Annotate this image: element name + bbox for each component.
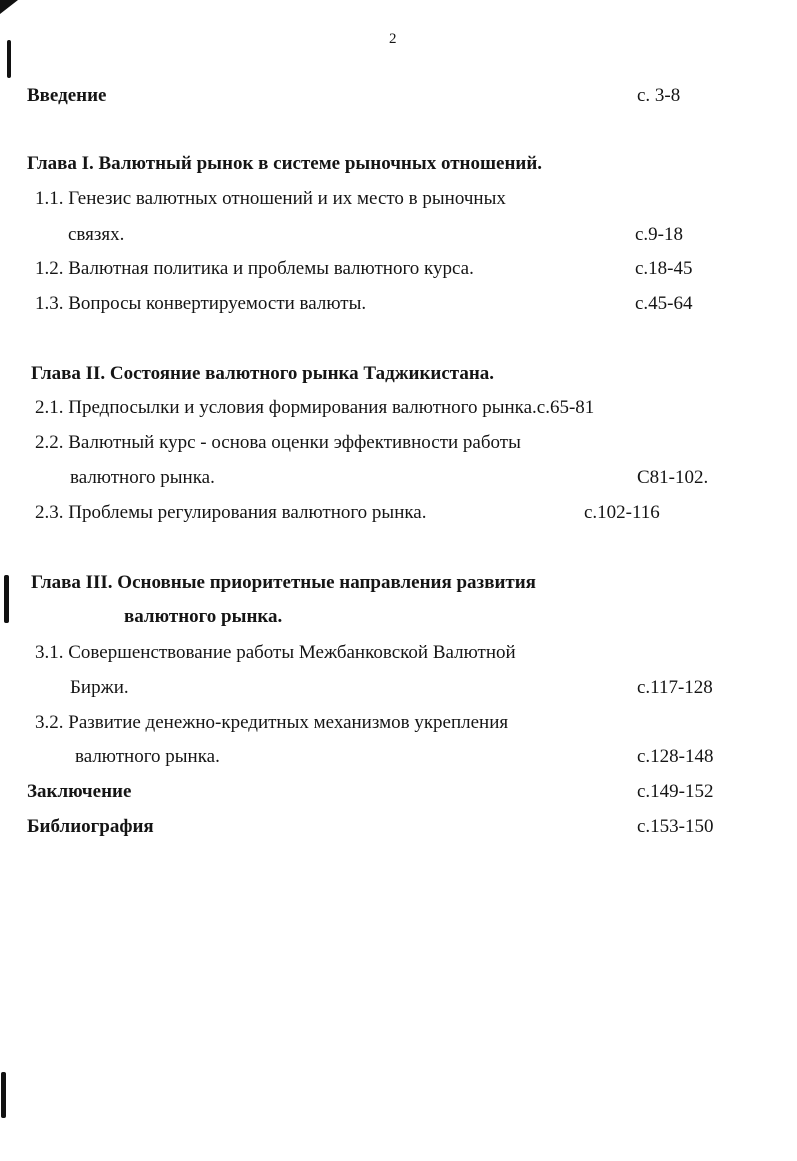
toc-bibliography-label: Библиография (27, 816, 154, 837)
toc-item-2-1: 2.1. Предпосылки и условия формирования валютного рынка.с.65-81 (35, 397, 595, 418)
toc-introduction-label: Введение (27, 85, 107, 106)
scan-edge-mark-middle (4, 575, 9, 623)
chapter-2-title: Глава II. Состояние валютного рынка Таджикистана. (31, 363, 495, 384)
toc-bibliography-pages: с.153-150 (637, 816, 714, 837)
scan-corner-mark (0, 0, 18, 14)
toc-item-3-1: 3.1. Совершенствование работы Межбанковской Валютной (35, 642, 516, 663)
toc-item-3-1-continuation: Биржи. (70, 677, 129, 698)
toc-item-2-2-pages: С81-102. (637, 467, 709, 488)
toc-item-3-1-pages: с.117-128 (637, 677, 713, 698)
toc-item-1-2: 1.2. Валютная политика и проблемы валютного курса. (35, 258, 474, 279)
page-number: 2 (389, 31, 397, 47)
scan-edge-mark-bottom (1, 1072, 6, 1118)
toc-item-2-3: 2.3. Проблемы регулирования валютного рынка. (35, 502, 427, 523)
toc-item-1-1-continuation: связях. (68, 224, 125, 245)
toc-item-2-3-pages: с.102-116 (584, 502, 660, 523)
toc-conclusion-label: Заключение (27, 781, 132, 802)
toc-item-2-2: 2.2. Валютный курс - основа оценки эффективности работы (35, 432, 521, 453)
scan-edge-mark-top (7, 40, 11, 78)
toc-item-1-3-pages: с.45-64 (635, 293, 693, 314)
toc-item-3-2: 3.2. Развитие денежно-кредитных механизмов укрепления (35, 712, 509, 733)
chapter-3-title-continuation: валютного рынка. (124, 606, 283, 627)
chapter-1-title: Глава I. Валютный рынок в системе рыночных отношений. (27, 153, 543, 174)
toc-item-2-2-continuation: валютного рынка. (70, 467, 215, 488)
toc-item-3-2-pages: с.128-148 (637, 746, 714, 767)
toc-conclusion-pages: с.149-152 (637, 781, 714, 802)
toc-item-3-2-continuation: валютного рынка. (75, 746, 220, 767)
toc-item-1-2-pages: с.18-45 (635, 258, 693, 279)
chapter-3-title: Глава III. Основные приоритетные направления развития (31, 572, 536, 593)
toc-introduction-pages: с. 3-8 (637, 85, 681, 106)
toc-item-1-1-pages: с.9-18 (635, 224, 684, 245)
toc-item-1-3: 1.3. Вопросы конвертируемости валюты. (35, 293, 367, 314)
toc-item-1-1: 1.1. Генезис валютных отношений и их место в рыночных (35, 188, 506, 209)
